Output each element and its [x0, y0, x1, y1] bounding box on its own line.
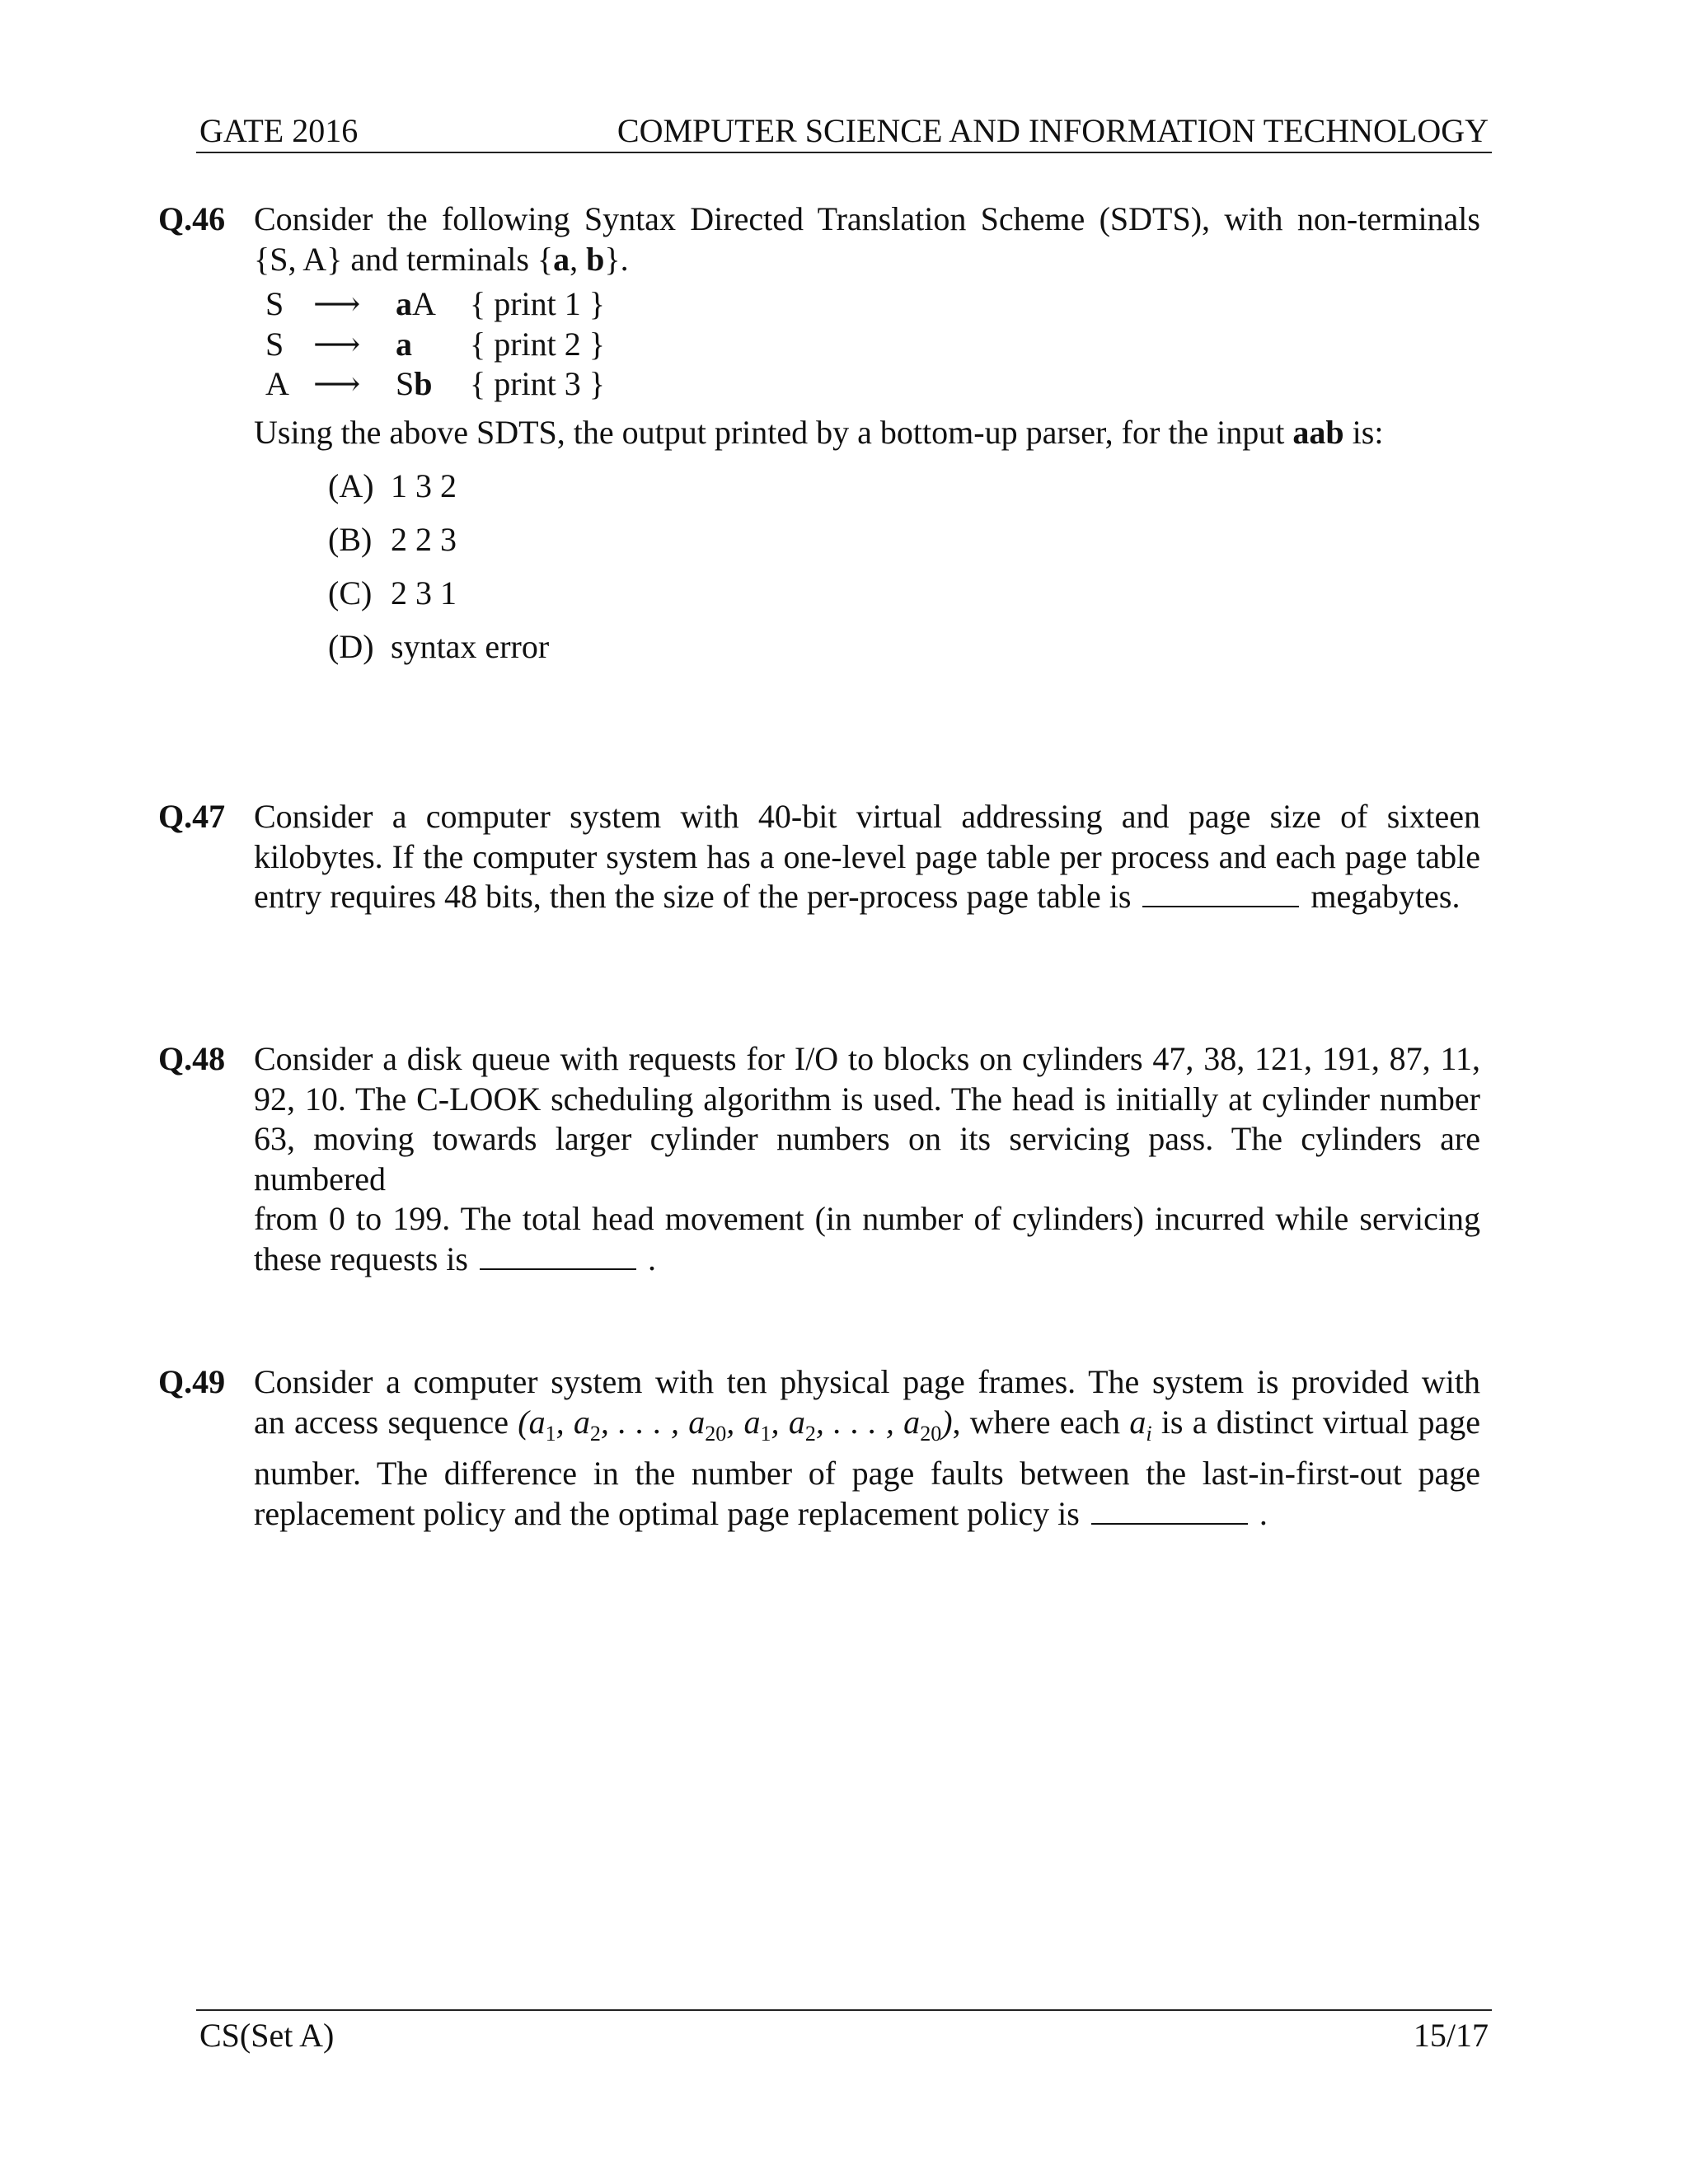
exam-name: GATE 2016: [199, 112, 359, 149]
a-i-math: $a_i$: [1129, 1403, 1152, 1446]
question-text-line: Consider a computer system with ten physical page frames. The system is provided with: [254, 1363, 1480, 1400]
page-footer: [196, 2009, 1492, 2057]
option-b[interactable]: [328, 513, 1480, 566]
subject-title: COMPUTER SCIENCE AND INFORMATION TECHNOLOGY: [617, 112, 1489, 149]
text-run: }.: [604, 240, 629, 278]
rule-lhs: S: [265, 325, 284, 363]
answer-blank[interactable]: [480, 1240, 636, 1270]
question-text-line: [254, 1403, 1480, 1455]
question-text-line: 92, 10. The C-LOOK scheduling algorithm is used. The head is initially at cylinder number: [254, 1080, 1480, 1118]
rhs-nonterminal: S: [396, 365, 415, 402]
option-label: (D): [328, 628, 374, 665]
rule-action: { print 3 }: [470, 365, 605, 402]
option-c[interactable]: [328, 566, 1480, 620]
question-text-line: Consider a disk queue with requests for I/O to blocks on cylinders 47, 38, 121, 191, 87, 11,: [254, 1040, 1480, 1077]
rule-action: { print 2 }: [470, 325, 605, 363]
input-string: aab: [1292, 413, 1344, 451]
question-body: [254, 199, 1480, 673]
option-a[interactable]: [328, 459, 1480, 513]
question-text-line: Consider the following Syntax Directed Translation Scheme (SDTS), with non-terminals: [254, 200, 1480, 237]
option-text: 2 3 1: [391, 574, 457, 612]
question-text-line: number. The difference in the number of page faults between the last-in-first-out page: [254, 1455, 1480, 1492]
grammar-rule: [265, 284, 605, 325]
question-text-line: from 0 to 199. The total head movement (in number of cylinders) incurred while servicing: [254, 1200, 1480, 1237]
text-run: is:: [1343, 413, 1384, 451]
text-run: .: [647, 1240, 656, 1277]
question-text-line: 63, moving towards larger cylinder numbers on its servicing pass. The cylinders are numbered: [254, 1120, 1480, 1197]
text-run: these requests is: [254, 1240, 468, 1277]
rule-rhs: [396, 325, 470, 365]
question-text-line: Consider a computer system with 40-bit virtual addressing and page size of sixteen: [254, 798, 1480, 835]
access-sequence-math: ($a_1$, $a_2$, . . . , $a_{20}$, $a_1$, $a_2$, . . . , $a_{20}$): [518, 1403, 953, 1446]
page-number: 15/17: [1413, 2017, 1489, 2054]
rule-arrow: ⟶: [313, 325, 361, 363]
text-run: {S, A} and terminals {: [254, 240, 554, 278]
question-prompt: [254, 413, 1480, 453]
answer-blank[interactable]: [1091, 1495, 1248, 1525]
option-text: 2 2 3: [391, 521, 457, 558]
option-d[interactable]: [328, 620, 1480, 673]
terminal-a: a: [553, 240, 570, 278]
question-body: [254, 1362, 1480, 1534]
question-text-line: [254, 1494, 1480, 1535]
grammar-rule: [265, 364, 605, 405]
question-text-line: [254, 1240, 1480, 1280]
text-run: megabytes.: [1311, 878, 1461, 915]
option-label: (B): [328, 521, 373, 558]
grammar-rules: [265, 284, 605, 405]
question-text-line: kilobytes. If the computer system has a one-level page table per process and each page table: [254, 837, 1480, 875]
rule-action: { print 1 }: [470, 285, 605, 322]
option-label: (A): [328, 467, 374, 504]
paper-code: CS(Set A): [199, 2017, 335, 2054]
text-run: Using the above SDTS, the output printed by a bottom-up parser, for the input: [254, 413, 1293, 451]
terminal-b: b: [586, 240, 605, 278]
question-body: [254, 1039, 1480, 1279]
grammar-rule: [265, 325, 605, 365]
rule-rhs: [396, 364, 470, 405]
rule-arrow: ⟶: [313, 365, 361, 402]
question-body: [254, 797, 1480, 917]
rhs-nonterminal: A: [412, 285, 436, 322]
option-text: syntax error: [391, 628, 550, 665]
text-run: an access sequence: [254, 1403, 518, 1441]
question-number: Q.47: [158, 798, 226, 835]
answer-blank[interactable]: [1142, 878, 1299, 907]
rule-lhs: A: [265, 365, 289, 402]
text-run: is a distinct virtual page: [1151, 1403, 1481, 1441]
question-number: Q.49: [158, 1363, 226, 1400]
question-text-line: [254, 240, 1480, 280]
option-label: (C): [328, 574, 373, 612]
question-number: Q.48: [158, 1040, 226, 1077]
page-header: [196, 110, 1492, 153]
text-run: , where each: [952, 1403, 1130, 1441]
question-text-line: [254, 877, 1480, 917]
rhs-terminal: b: [414, 365, 433, 402]
rhs-terminal: a: [396, 285, 412, 322]
rule-arrow: ⟶: [313, 285, 361, 322]
option-text: 1 3 2: [391, 467, 457, 504]
text-run: replacement policy and the optimal page replacement policy is: [254, 1494, 1080, 1532]
text-run: ,: [570, 240, 587, 278]
rule-lhs: S: [265, 285, 284, 322]
rhs-terminal: a: [396, 325, 412, 363]
text-run: .: [1259, 1494, 1268, 1532]
text-run: entry requires 48 bits, then the size of the per-process page table is: [254, 878, 1132, 915]
rule-rhs: [396, 284, 470, 325]
question-number: Q.46: [158, 200, 226, 237]
answer-options: [328, 459, 1480, 673]
